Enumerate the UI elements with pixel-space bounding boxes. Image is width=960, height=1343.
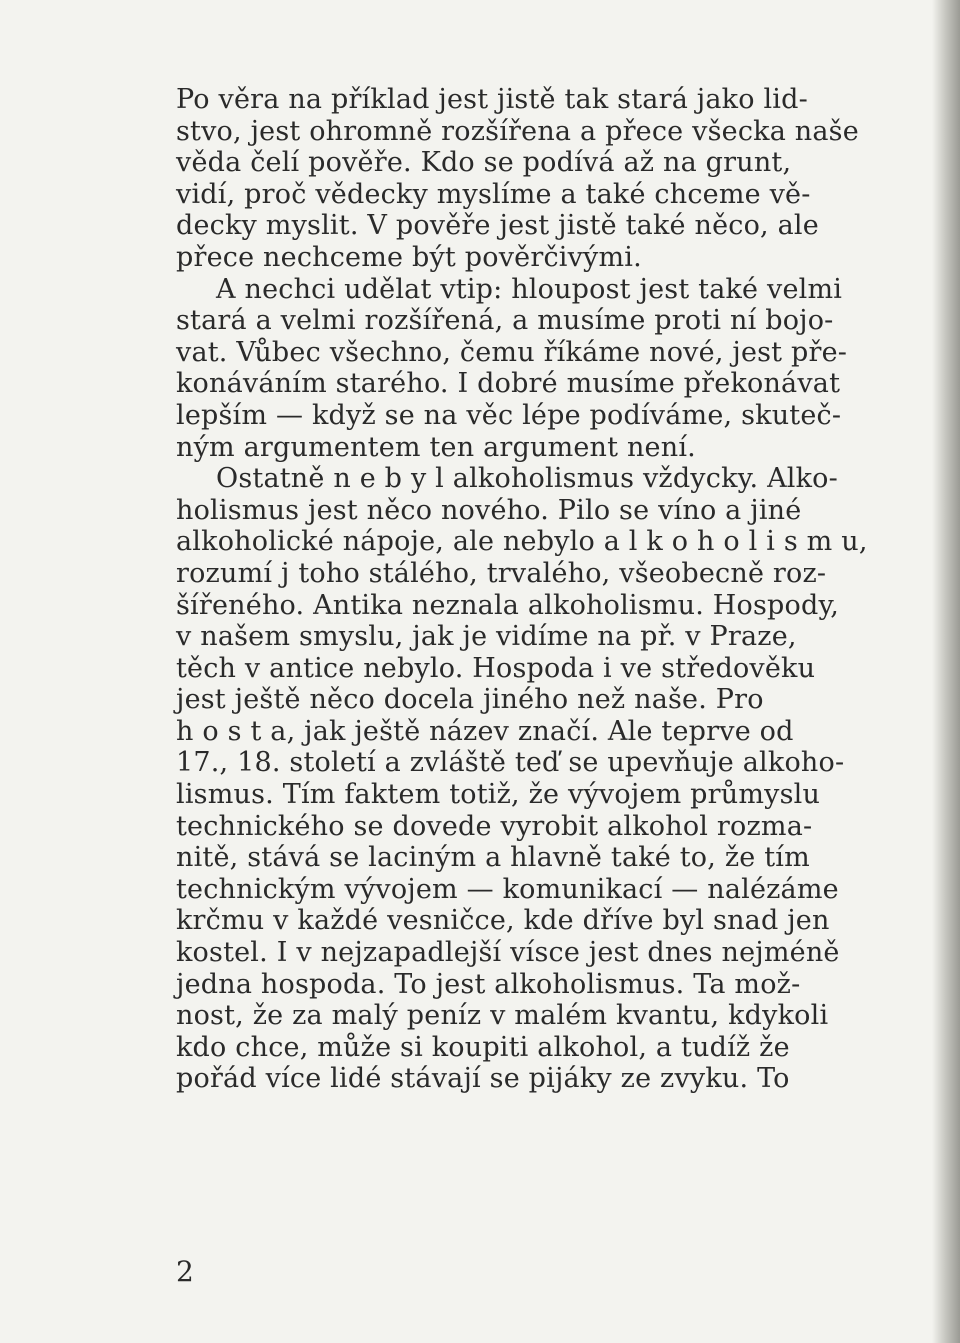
text-line: kdo chce, může si koupiti alkohol, a tudíž že — [176, 1031, 790, 1063]
text-line: stará a velmi rozšířená, a musíme proti ní bojo- — [176, 305, 834, 337]
text-line: technického se dovede vyrobit alkohol rozma- — [176, 810, 813, 842]
text-line: nitě, stává se laciným a hlavně také to, že tím — [176, 842, 810, 874]
text-line: holismus jest něco nového. Pilo se víno a jiné — [176, 494, 802, 526]
text-line: ným argumentem ten argument není. — [176, 431, 696, 463]
text-line: těch v antice nebylo. Hospoda i ve středověku — [176, 652, 816, 684]
text-line: Po věra na příklad jest jistě tak stará jako lid- — [176, 84, 808, 115]
text-line: věda čelí pověře. Kdo se podívá až na grunt, — [176, 147, 792, 179]
text-line: decky myslit. V pověře jest jistě také něco, ale — [176, 210, 819, 242]
text-line: pořád více lidé stávají se pijáky ze zvyku. To — [176, 1063, 790, 1095]
text-line: alkoholické nápoje, ale nebylo a l k o h o l i s m u, — [176, 526, 868, 558]
text-line: nost, že za malý peníz v malém kvantu, kdykoli — [176, 1000, 829, 1032]
text-line: Ostatně n e b y l alkoholismus vždycky. Alko- — [216, 463, 838, 495]
text-line: rozumí j toho stálého, trvalého, všeobecně roz- — [176, 557, 827, 589]
text-line: 17., 18. století a zvláště teď se upevňuje alkoho- — [176, 747, 845, 779]
text-line: vidí, proč vědecky myslíme a také chceme vě- — [176, 178, 811, 210]
text-line: stvo, jest ohromně rozšířena a přece všecka naše — [176, 115, 859, 147]
text-line: kostel. I v nejzapadlejší vísce jest dnes nejméně — [176, 937, 840, 969]
text-line: technickým vývojem — komunikací — nalézáme — [176, 873, 839, 905]
page-number: 2 — [176, 1255, 194, 1288]
text-line: A nechci udělat vtip: hloupost jest také velmi — [216, 273, 843, 305]
text-line: lepším — když se na věc lépe podíváme, skuteč- — [176, 399, 842, 431]
text-line: h o s t a, jak ještě název značí. Ale teprve od — [176, 715, 794, 747]
text-line: krčmu v každé vesničce, kde dříve byl snad jen — [176, 905, 830, 937]
text-line: jedna hospoda. To jest alkoholismus. Ta mož- — [176, 968, 801, 1000]
text-line: přece nechceme být pověrčivými. — [176, 241, 642, 273]
text-line: vat. Vůbec všechno, čemu říkáme nové, jest pře- — [176, 336, 848, 368]
text-line: lismus. Tím faktem totiž, že vývojem průmyslu — [176, 779, 821, 811]
text-line: šířeného. Antika neznala alkoholismu. Hospody, — [176, 589, 840, 621]
text-line: jest ještě něco docela jiného než naše. Pro — [176, 684, 764, 716]
body-text — [176, 84, 936, 1095]
page-edge-shadow — [932, 0, 960, 1343]
text-line: konáváním starého. I dobré musíme překonávat — [176, 368, 841, 400]
text-line: v našem smyslu, jak je vidíme na př. v Praze, — [176, 621, 797, 653]
